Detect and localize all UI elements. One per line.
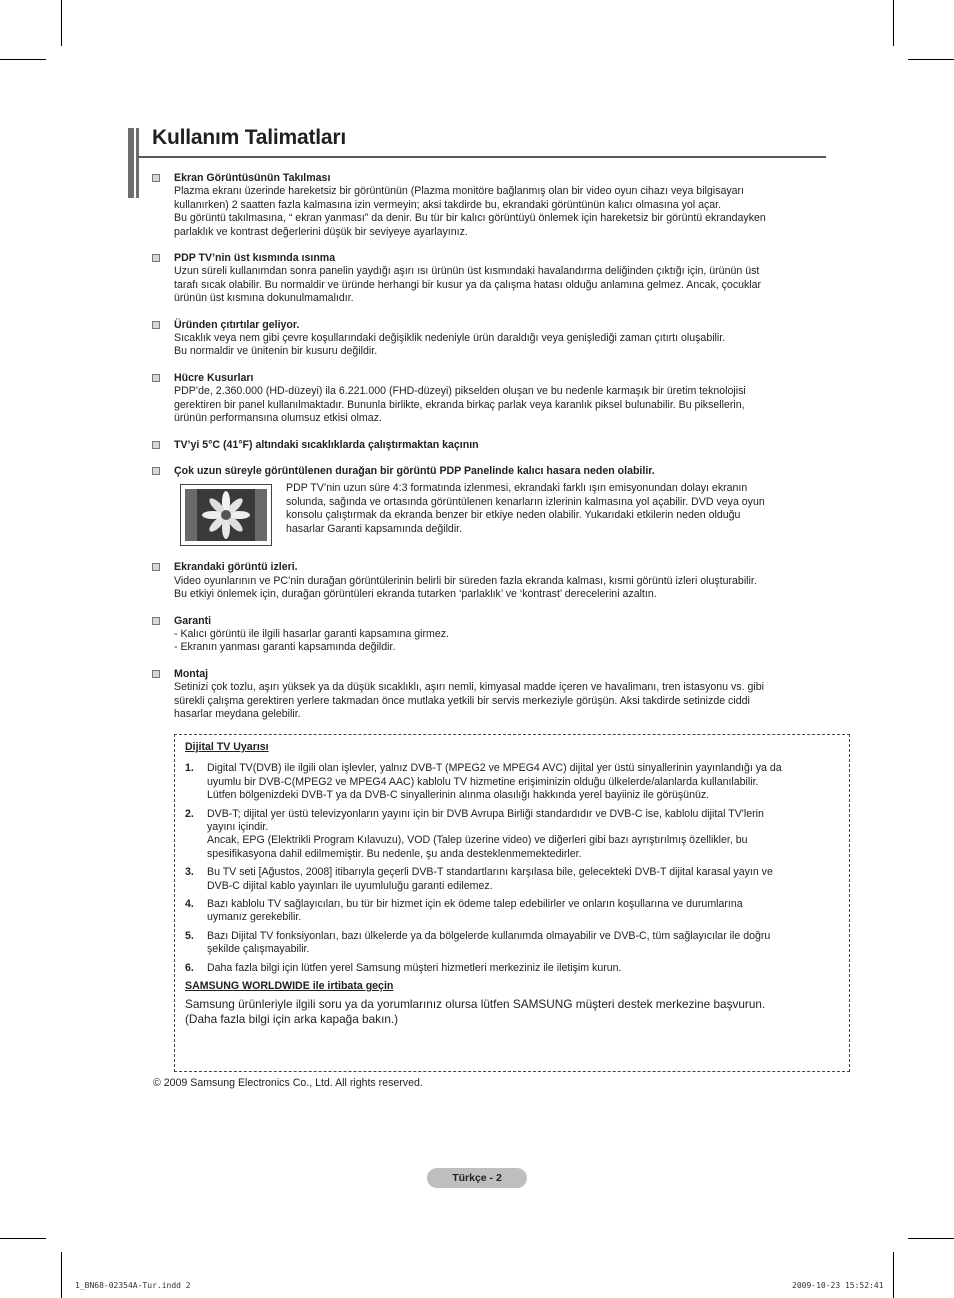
section-screen-burn	[152, 172, 842, 239]
section-warranty	[152, 615, 842, 655]
section-heading: Hücre Kusurları	[174, 371, 254, 384]
section-installation	[152, 668, 842, 722]
crop-mark	[61, 1252, 62, 1298]
notice-item	[185, 762, 839, 802]
plasma-warning-text: PDP TV’nin uzun süre 4:3 formatında izlenmesi, ekrandaki farklı ışın emisyonundan dolayı ekranın solunda, sağında ve ortasında görüntülenen kenarların izlerinin kalmasına yol açabilir. DVD veya oyun konsolu çalıştırmak da ekranda benzer bir etkiye neden olabilir. Yukarıdaki etkilerin neden olduğu hasarlar Garanti kapsamında değildir.	[286, 482, 765, 535]
title-rule	[138, 156, 826, 158]
digital-tv-notice-box	[174, 734, 850, 1072]
bullet-icon	[152, 321, 160, 329]
section-body: Plazma ekranı üzerinde hareketsiz bir görüntünün (Plazma monitöre bağlanmış olan bir video oyun cihazı veya bilgisayarı kullanırken) 2 saatten fazla kalmasına izin vermeyin; aksi takdirde bu, ekrandaki görüntünün kalıcı olmasına yol açar. Bu görüntü takılmasına, “ ekran yanması” da denir. Bu tür bir kalıcı görüntüyü önlemek için hareketsiz bir görüntü ekrandayken parlaklık ve kontrast değerlerini düşük bir seviyeye ayarlayınız.	[174, 185, 766, 238]
item-text: Bu TV seti [Ağustos, 2008] itibarıyla geçerli DVB-T standartlarını karşılasa bile, gelecekteki DVB-T dijital karasal yayın ve DVB-C dijital kablo yayınları ile uyumluluğu garanti edilemez.	[207, 866, 773, 892]
crop-mark	[893, 1252, 894, 1298]
worldwide-title: SAMSUNG WORLDWIDE ile irtibata geçin	[185, 980, 394, 993]
notice-title: Dijital TV Uyarısı	[185, 741, 269, 753]
section-temperature	[152, 439, 842, 452]
item-text: Daha fazla bilgi için lütfen yerel Samsung müşteri hizmetleri merkeziniz ile iletişim kurun.	[207, 961, 622, 974]
item-number: 6.	[185, 961, 194, 974]
footer-timestamp: 2009-10-23 15:52:41	[792, 1281, 884, 1290]
section-body: - Kalıcı görüntü ile ilgili hasarlar garanti kapsamına girmez. - Ekranın yanması garanti kapsamında değildir.	[174, 627, 449, 654]
copyright: © 2009 Samsung Electronics Co., Ltd. All rights reserved.	[153, 1077, 423, 1089]
section-heading: Garanti	[174, 614, 212, 627]
item-text: Bazı Dijital TV fonksiyonları, bazı ülkelerde ya da bölgelerde kullanımda olmayabilir ve DVB-C, tüm sağlayıcılar ile doğru şekilde çalışmayabilir.	[207, 929, 771, 956]
bullet-icon	[152, 174, 160, 182]
page-title: Kullanım Talimatları	[152, 126, 346, 149]
worldwide-text: Samsung ürünleriyle ilgili soru ya da yorumlarınız olursa lütfen SAMSUNG müşteri destek merkezine başvurun. (Daha fazla bilgi için arka kapağa bakın.)	[185, 996, 766, 1026]
section-image-retention	[152, 561, 842, 601]
item-text: Digital TV(DVB) ile ilgili olan işlevler, yalnız DVB-T (MPEG2 ve MPEG4 AVC) dijital yer üstü sinyallerinin yayınlandığı ya da uyumlu bir DVB-C(MPEG2 ve MPEG4 AAC) kablolu TV hizmetine erişiminizin olduğu ülkelerde/alanlarda kullanılabilir. Lütfen bölgenizdeki DVB-T ya da DVB-C sinyallerinin alınma olasılığı hakkında yerel bayiiniz ile görüşünüz.	[207, 762, 782, 802]
notice-item	[185, 808, 839, 862]
page-number: Türkçe - 2	[427, 1168, 527, 1188]
bullet-icon	[152, 374, 160, 382]
section-body: Sıcaklık veya nem gibi çevre koşullarındaki değişiklik nedeniyle ürün daraldığı veya genişlediği zaman çıtırtı oluşabilir. Bu normaldir ve ünitenin bir kusuru değildir.	[174, 332, 726, 358]
bullet-icon	[152, 254, 160, 262]
crop-mark	[0, 1238, 46, 1239]
bullet-icon	[152, 467, 160, 475]
tv-illustration	[180, 484, 272, 546]
section-heading: Ekrandaki görüntü izleri.	[174, 561, 298, 574]
notice-list	[185, 762, 839, 975]
item-number: 1.	[185, 762, 194, 775]
bullet-icon	[152, 563, 160, 571]
bullet-icon	[152, 670, 160, 678]
section-heading: Ekran Görüntüsünün Takılması	[174, 172, 331, 184]
section-plasma-warning	[152, 465, 842, 548]
section-heading: PDP TV’nin üst kısmında ısınma	[174, 252, 336, 265]
section-cell-defects	[152, 372, 842, 426]
item-number: 5.	[185, 929, 194, 942]
instructions-content	[152, 172, 842, 734]
item-text: Bazı kablolu TV sağlayıcıları, bu tür bir hizmet için ek ödeme talep edebilirler ve onların koşullarına ve durumlarına uymanız gerekebilir.	[207, 898, 743, 924]
item-text: DVB-T; dijital yer üstü televizyonların yayını için bir DVB Avrupa Birliği standardıdır ve DVB-C ise, kablolu dijital TV'lerin yayını içindir. Ancak, EPG (Elektrikli Program Kılavuzu), VOD (Talep üzerine video) ve diğerleri gibi bazı ayrıştırılmış özellikler, bu spesifikasyona dahil edilmemiştir. Bu nedenle, şu anda desteklenmemektedirler.	[207, 807, 764, 860]
item-number: 3.	[185, 866, 194, 879]
section-heading: TV’yi 5°C (41°F) altındaki sıcaklıklarda çalıştırmaktan kaçının	[174, 438, 479, 451]
section-body: PDP’de, 2.360.000 (HD-düzeyi) ila 6.221.000 (FHD-düzeyi) pikselden oluşan ve bu nedenle karmaşık bir üretim teknolojisi gerektiren bir panel kullanılmaktadır. Bununla birlikte, ekranda birkaç parlak veya karanlık piksel bulunabilir. Bu piksellerin, ürünün performansına olumsuz etkisi olmaz.	[174, 385, 746, 425]
notice-item	[185, 930, 839, 957]
notice-item	[185, 962, 839, 975]
crop-mark	[0, 59, 46, 60]
section-body: Video oyunlarının ve PC’nin durağan görüntülerinin belirli bir süreden fazla ekranda kalması, kısmi görüntü izleri oluşturabilir. Bu etkiyi önlemek için, durağan görüntüleri ekranda tutarken ‘parlaklık’ ve ‘kontrast’ derecelerini azaltın.	[174, 574, 757, 601]
flower-image	[185, 489, 267, 541]
notice-item	[185, 898, 839, 925]
section-heading: Çok uzun süreyle görüntülenen durağan bir görüntü PDP Panelinde kalıcı hasara neden olabilir.	[174, 464, 655, 477]
section-body: Uzun süreli kullanımdan sonra panelin yaydığı aşırı ısı ürünün üst kısmındaki havalandırma deliğinden çıktığı için, ürünün üst tarafı sıcak olabilir. Bu normaldir ve üründe herhangi bir kusur ya da çalışma hatası olduğu anlamına gelmez. Ancak, çocuklar ürünün üst kısmına dokunulmamalıdır.	[174, 265, 762, 305]
section-heat	[152, 252, 842, 306]
bullet-icon	[152, 617, 160, 625]
section-cracking	[152, 319, 842, 359]
section-heading: Montaj	[174, 667, 209, 680]
notice-item	[185, 866, 839, 893]
crop-mark	[908, 1238, 954, 1239]
crop-mark	[61, 0, 62, 46]
item-number: 2.	[185, 807, 194, 820]
item-number: 4.	[185, 898, 194, 911]
section-body: Setinizi çok tozlu, aşırı yüksek ya da düşük sıcaklıklı, aşırı nemli, kimyasal madde içeren ve havalimanı, tren istasyonu vs. gibi sürekli çalışma gerektiren yerlere takmadan önce mutlaka yetkili bir servis merkeziyle görüşün. Aksi takdirde setinizde ciddi hasarlar meydana gelebilir.	[174, 681, 764, 720]
footer-file: 1_BN68-02354A-Tur.indd 2	[75, 1281, 191, 1290]
section-heading: Üründen çıtırtılar geliyor.	[174, 318, 300, 331]
bullet-icon	[152, 441, 160, 449]
crop-mark	[908, 59, 954, 60]
crop-mark	[893, 0, 894, 46]
